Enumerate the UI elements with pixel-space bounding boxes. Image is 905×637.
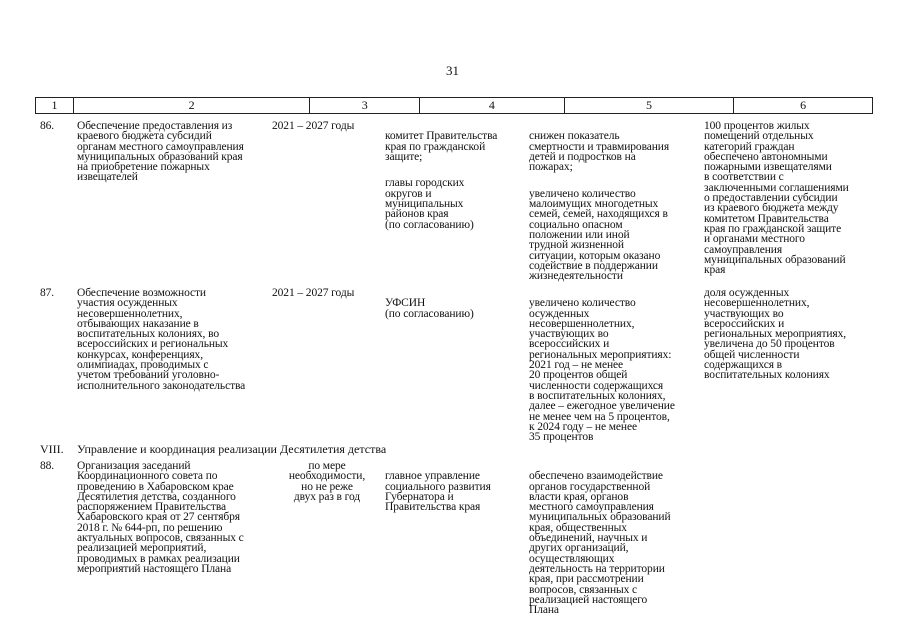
result-text (529, 288, 699, 453)
result-paragraph: увеличено количество малоимущих многодетных семей, семей, находящихся в социально опасном положении или иной трудной жизненной ситуации, которым оказано содействие в поддержании жизнедеятельности (529, 187, 668, 283)
executor-paragraph: комитет Правительства края по гражданской защите; (385, 130, 498, 163)
page-number: 31 (446, 63, 459, 78)
executor-paragraph: главное управление социального развития Губернатора и Правительства края (385, 470, 491, 514)
result-paragraph: снижен показатель смертности и травмирования детей и подростков на пожарах; (529, 130, 670, 174)
period-text: 2021 – 2027 годы (272, 120, 355, 132)
executor-text (385, 121, 525, 240)
action-text: Обеспечение предоставления из краевого бюджета субсидий органам местного самоуправления муниципальных образований края на приобретение пожарных извещателей (77, 120, 244, 184)
period-text: 2021 – 2027 годы (272, 287, 355, 299)
executor-paragraph: главы городских округов и муниципальных районов края (по согласованию) (385, 177, 474, 231)
period-text: по мере необходимости, но не реже двух раз в год (288, 460, 366, 503)
action-text: Организация заседаний Координационного совета по проведению в Хабаровском крае Десятилетия детства, созданного распоряжением Правительства Хабаровского края от 27 сентября 2018 г. № 644-рп, по решению актуальных вопросов, связанных с реализацией мероприятий, проводимых в рамках реализации мероприятий настоящего Плана (77, 460, 244, 575)
row-number: 88. (40, 460, 55, 472)
row-number: 86. (40, 120, 55, 132)
section-heading (40, 443, 870, 455)
result-paragraph: обеспечено взаимодействие органов государственной власти края, органов местного самоуправления муниципальных образований края, общественных объединений, научных и других организаций, осуществляющих деятельность на территории края, при рассмотрении вопросов, связанных с реализацией настоящего Плана (529, 470, 671, 617)
column-header-3: 3 (310, 98, 420, 113)
indicator-text: доля осужденных несовершеннолетних, участвующих во всероссийских и региональных мероприятиях, увеличена до 50 процентов общей численности содержащихся в воспитательных колониях (704, 287, 847, 382)
column-header-2: 2 (74, 98, 310, 113)
section-number: VIII. (40, 442, 64, 456)
row-number: 87. (40, 287, 55, 299)
result-text (529, 461, 699, 626)
result-paragraph: увеличено количество осужденных несовершеннолетних, участвующих во всероссийских и региональных мероприятиях: 2021 год – не менее 20 процентов общей численности содержащихся в воспитательных колониях, далее – ежегодное увеличение не менее чем на 5 процентов, к 2024 году – не менее 35 процентов (529, 297, 675, 444)
column-header-4: 4 (420, 98, 565, 113)
executor-text (385, 461, 525, 523)
executor-text (385, 288, 525, 329)
column-header-5: 5 (565, 98, 735, 113)
action-text: Обеспечение возможности участия осужденных несовершеннолетних, отбывающих наказание в воспитательных колониях, во всероссийских и региональных конкурсах, конференциях, олимпиадах, проводимых с учетом требований уголовно- исполнительного законодательства (77, 287, 246, 392)
indicator-text: 100 процентов жилых помещений отдельных категорий граждан обеспечено автономными пожарными извещателями в соответствии с заключенными соглашениями о предоставлении субсидии из краевого бюджета между комитетом Правительства края по гражданской защите и органами местного самоуправления муниципальных образований края (704, 120, 849, 277)
result-text (529, 121, 699, 292)
executor-paragraph: УФСИН (по согласованию) (385, 297, 474, 320)
table-header (35, 97, 873, 114)
column-header-1: 1 (36, 98, 74, 113)
section-title: Управление и координация реализации Десятилетия детства (77, 442, 387, 456)
column-header-6: 6 (800, 98, 807, 112)
